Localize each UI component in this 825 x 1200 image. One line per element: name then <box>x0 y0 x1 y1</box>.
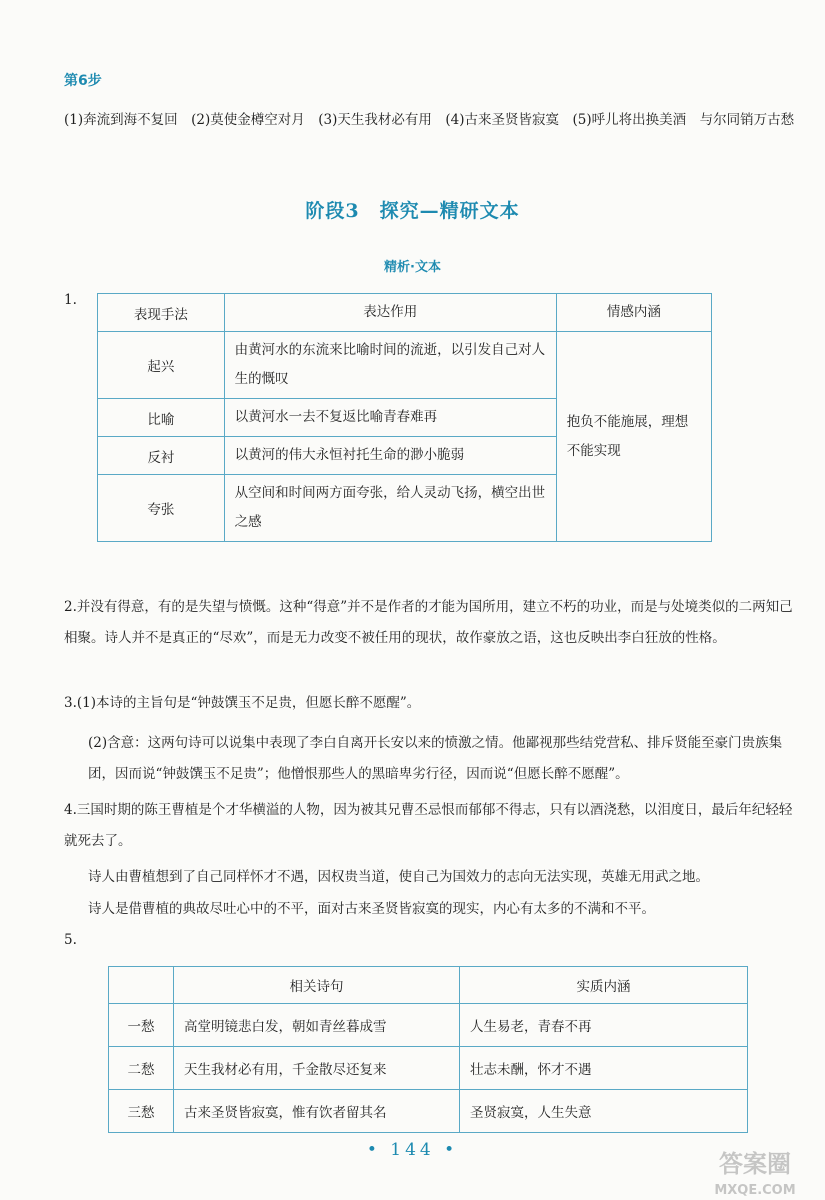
answer-4-part-1: 4.三国时期的陈王曹植是个才华横溢的人物，因为被其兄曹丕忌恨而郁郁不得志，只有以酒浇愁，以泪度日，最后年纪轻轻就死去了。 <box>64 802 793 849</box>
answer-4-part-2: 诗人由曹植想到了自己同样怀才不遇，因权贵当道，使自己为国效力的志向无法实现，英雄无用武之地。 <box>88 869 709 885</box>
answer-2: 2.并没有得意，有的是失望与愤慨。这种“得意”并不是作者的才能为国所用，建立不朽的功业，而是与处境类似的二两知己相聚。诗人并不是真正的“尽欢”，而是无力改变不被任用的现状，故作豪放之语，这也反映出李白狂放的性格。 <box>64 599 793 646</box>
watermark-subtext: MXQE.COM <box>714 1183 796 1198</box>
poem-lines-cell: 天生我材必有用，千金散尽还复来 <box>174 1047 460 1090</box>
answer-3-part-1: 3.(1)本诗的主旨句是“钟鼓馔玉不足贵，但愿长醉不愿醒”。 <box>64 695 421 711</box>
answer-3-part-2: (2)含意：这两句诗可以说集中表现了李白自离开长安以来的愤激之情。他鄙视那些结党营私、排斥贤能至豪门贵族集团，因而说“钟鼓馔玉不足贵”；他憎恨那些人的黑暗卑劣行径，因而说“但愿长醉不愿醒”。 <box>88 735 783 782</box>
meaning-cell: 人生易老，青春不再 <box>460 1004 748 1047</box>
effect-cell: 由黄河水的东流来比喻时间的流逝，以引发自己对人生的慨叹 <box>224 332 556 399</box>
method-cell: 比喻 <box>98 399 225 437</box>
method-cell: 起兴 <box>98 332 225 399</box>
meaning-cell: 壮志未酬，怀才不遇 <box>460 1047 748 1090</box>
header-lines: 相关诗句 <box>174 967 460 1004</box>
header-blank <box>109 967 174 1004</box>
table-header-row <box>109 967 748 1004</box>
effect-cell: 以黄河水一去不复返比喻青春难再 <box>224 399 556 437</box>
sorrow-label: 二愁 <box>109 1047 174 1090</box>
table-row <box>109 1004 748 1047</box>
sorrow-label: 三愁 <box>109 1090 174 1133</box>
effect-cell: 以黄河的伟大永恒衬托生命的渺小脆弱 <box>224 437 556 475</box>
header-effect: 表达作用 <box>224 294 556 332</box>
poem-lines-cell: 古来圣贤皆寂寞，惟有饮者留其名 <box>174 1090 460 1133</box>
table-row <box>109 1090 748 1133</box>
table-header-row <box>98 294 712 332</box>
sorrows-table <box>108 966 748 1133</box>
poem-lines-cell: 高堂明镜悲白发，朝如青丝暮成雪 <box>174 1004 460 1047</box>
section-subtitle: 精析·文本 <box>384 260 441 275</box>
answer-4-part-3: 诗人是借曹植的典故尽吐心中的不平，面对古来圣贤皆寂寞的现实，内心有太多的不满和不平。 <box>88 901 655 917</box>
sorrow-label: 一愁 <box>109 1004 174 1047</box>
question-5-number: 5. <box>64 932 77 948</box>
meaning-cell: 圣贤寂寞，人生失意 <box>460 1090 748 1133</box>
emotion-cell: 抱负不能施展，理想不能实现 <box>556 332 711 542</box>
page-number: • 144 • <box>366 1140 459 1160</box>
question-1-number: 1. <box>64 292 77 308</box>
stage-title: 阶段3 探究—精研文本 <box>305 200 520 222</box>
techniques-table <box>97 293 712 542</box>
table-row <box>98 332 712 399</box>
step-answers: (1)奔流到海不复回 (2)莫使金樽空对月 (3)天生我材必有用 (4)古来圣贤皆寂寞 (5)呼儿将出换美酒 与尔同销万古愁 <box>64 112 795 128</box>
method-cell: 夸张 <box>98 475 225 542</box>
method-cell: 反衬 <box>98 437 225 475</box>
header-method: 表现手法 <box>98 294 225 332</box>
header-meaning: 实质内涵 <box>460 967 748 1004</box>
step-label: 第6步 <box>64 73 102 89</box>
header-emotion: 情感内涵 <box>556 294 711 332</box>
table-row <box>109 1047 748 1090</box>
watermark-logo <box>690 1140 820 1200</box>
effect-cell: 从空间和时间两方面夸张，给人灵动飞扬，横空出世之感 <box>224 475 556 542</box>
watermark-text: 答案圈 <box>719 1150 791 1178</box>
